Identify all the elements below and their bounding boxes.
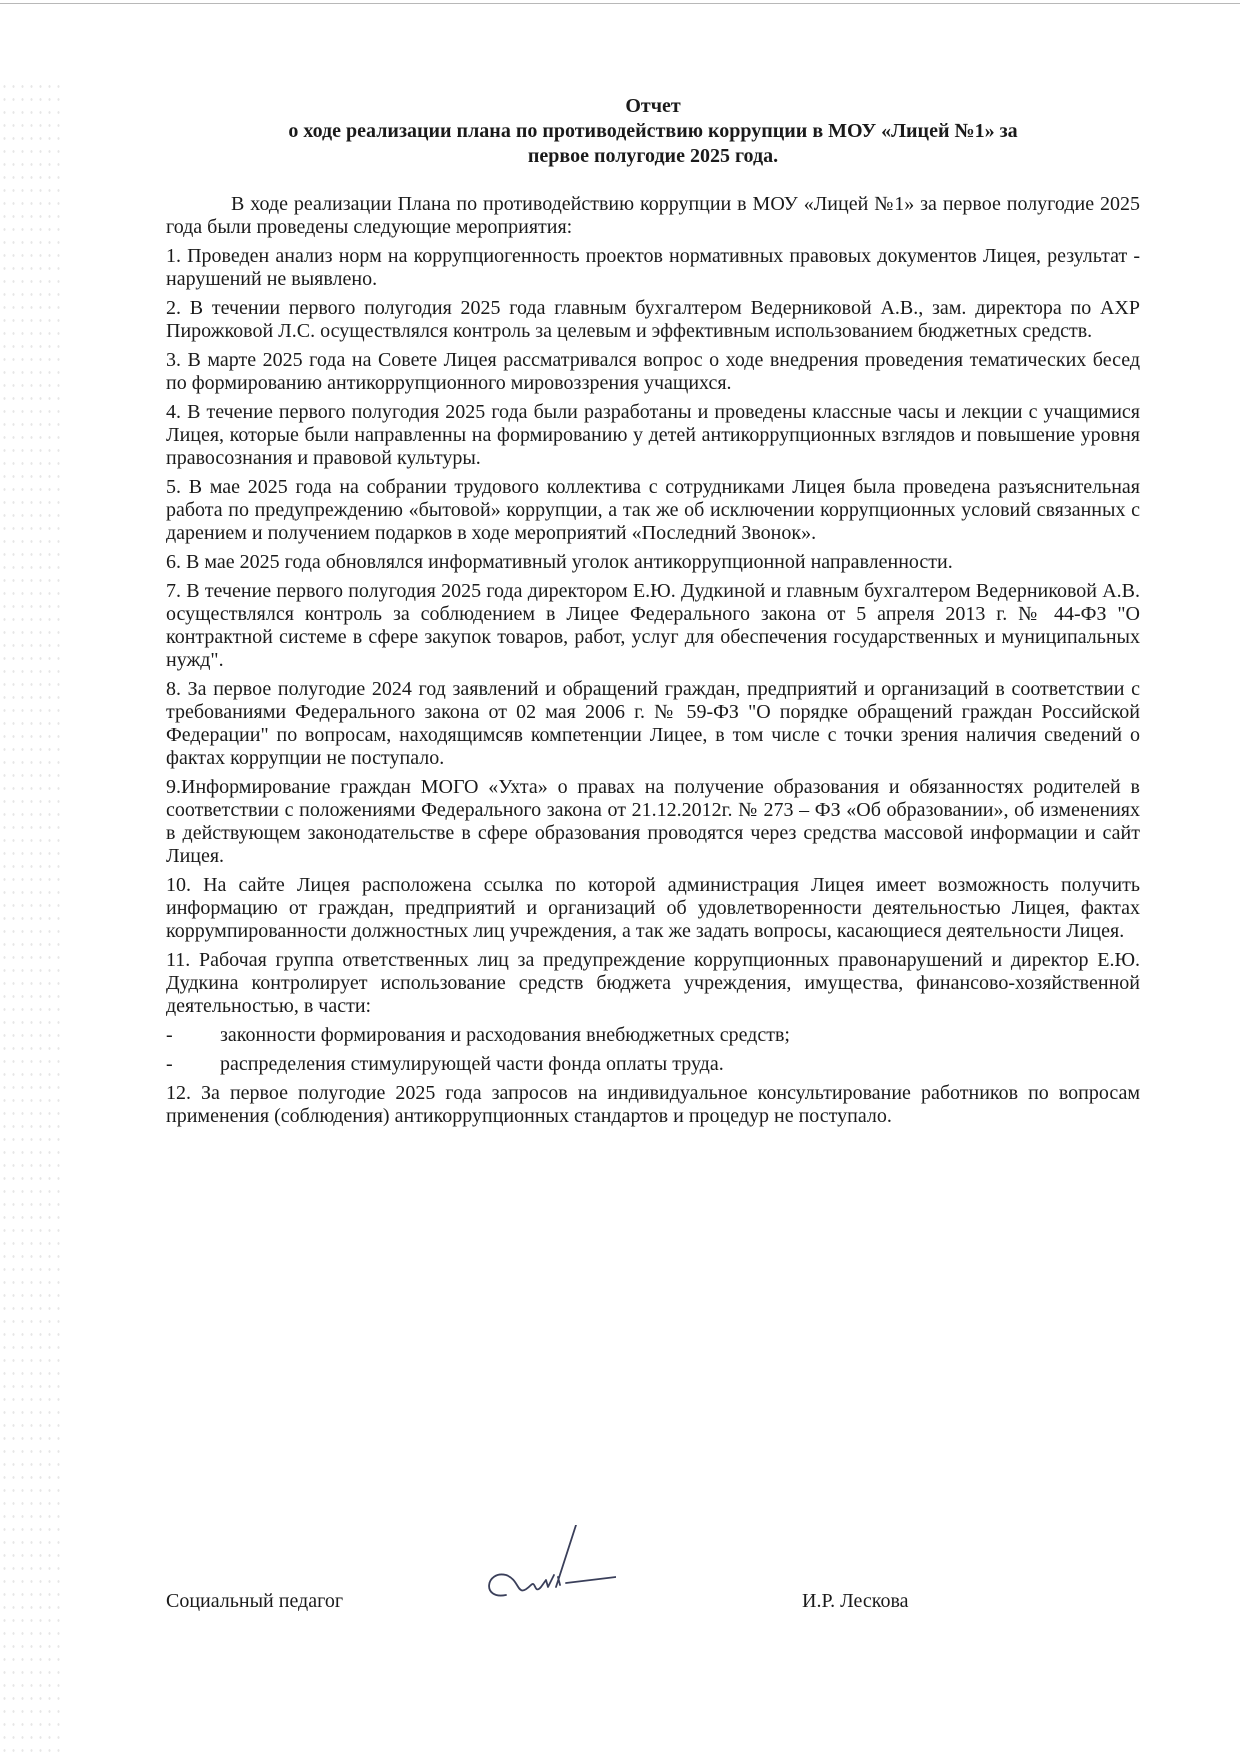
title-line-1: Отчет: [625, 95, 681, 117]
sub-item-text: распределения стимулирующей части фонда оплаты труда.: [220, 1053, 724, 1075]
report-item-1: 1. Проведен анализ норм на коррупциогенность проектов нормативных правовых документов Лицея, результат - нарушений не выявлено.: [166, 245, 1140, 290]
report-item-3: 3. В марте 2025 года на Совете Лицея рассматривался вопрос о ходе внедрения проведения тематических бесед по формированию антикоррупционного мировоззрения учащихся.: [166, 349, 1140, 394]
dash-marker: -: [166, 1024, 173, 1046]
report-item-5: 5. В мае 2025 года на собрании трудового коллектива с сотрудниками Лицея была проведена разъяснительная работа по предупреждению «бытовой» коррупции, а так же об исключении коррупционных условий связанных с дарением и получением подарков в ходе мероприятий «Последний Звонок».: [166, 476, 1140, 544]
sub-item-2: [166, 1053, 1140, 1076]
report-item-4: 4. В течение первого полугодия 2025 года были разработаны и проведены классные часы и лекции с учащимися Лицея, которые были направленны на формированию у детей антикоррупционных взглядов и повышение уровня правосознания и правовой культуры.: [166, 401, 1140, 469]
dash-marker: -: [166, 1053, 173, 1075]
report-item-10: 10. На сайте Лицея расположена ссылка по которой администрация Лицея имеет возможность получить информацию от граждан, предприятий и организаций об удовлетворенности деятельностью Лицея, фактах коррумпированности должностных лиц учреждения, а так же задать вопросы, касающиеся деятельности Лицея.: [166, 874, 1140, 942]
scan-margin-noise: [0, 80, 60, 1754]
document-page: [166, 94, 1140, 1134]
signatory-name: И.Р. Лескова: [802, 1590, 909, 1612]
scan-edge-line: [0, 3, 1240, 4]
intro-paragraph: В ходе реализации Плана по противодействию коррупции в МОУ «Лицей №1» за первое полугодие 2025 года были проведены следующие мероприятия:: [166, 193, 1140, 238]
sub-item-text: законности формирования и расходования внебюджетных средств;: [220, 1024, 790, 1046]
report-item-9: 9.Информирование граждан МОГО «Ухта» о правах на получение образования и обязанностях родителей в соответствии с положениями Федерального закона от 21.12.2012г. № 273 – ФЗ «Об образовании», об изменениях в действующем законодательстве в сфере образования проводятся через средства массовой информации и сайт Лицея.: [166, 776, 1140, 867]
signatory-role: Социальный педагог: [166, 1590, 344, 1612]
sub-item-1: [166, 1024, 1140, 1047]
report-item-7: 7. В течение первого полугодия 2025 года директором Е.Ю. Дудкиной и главным бухгалтером Ведерниковой А.В. осуществлялся контроль за соблюдением в Лицее Федерального закона от 5 апреля 2013 г. № 44-ФЗ "О контрактной системе в сфере закупок товаров, работ, услуг для обеспечения государственных и муниципальных нужд".: [166, 580, 1140, 671]
document-title: [166, 94, 1140, 169]
report-item-8: 8. За первое полугодие 2024 год заявлений и обращений граждан, предприятий и организаций в соответствии с требованиями Федерального закона от 02 мая 2006 г. № 59-ФЗ "О порядке обращений граждан Российской Федерации" по вопросам, находящимсяв компетенции Лицее, в том числе с точки зрения наличия сведений о фактах коррупции не поступало.: [166, 678, 1140, 769]
handwritten-signature: [476, 1525, 616, 1615]
report-item-11: 11. Рабочая группа ответственных лиц за предупреждение коррупционных правонарушений и директор Е.Ю. Дудкина контролирует использование средств бюджета учреждения, имущества, финансово-хозяйственной деятельностью, в части:: [166, 949, 1140, 1017]
report-item-12: 12. За первое полугодие 2025 года запросов на индивидуальное консультирование работников по вопросам применения (соблюдения) антикоррупционных стандартов и процедур не поступало.: [166, 1082, 1140, 1127]
signature-row: [166, 1570, 1140, 1630]
title-line-3: первое полугодие 2025 года.: [527, 145, 779, 167]
report-item-6: 6. В мае 2025 года обновлялся информативный уголок антикоррупционной направленности.: [166, 551, 953, 573]
report-item-2: 2. В течении первого полугодия 2025 года главным бухгалтером Ведерниковой А.В., зам. директора по АХР Пирожковой Л.С. осуществлялся контроль за целевым и эффективным использованием бюджетных средств.: [166, 297, 1140, 342]
title-line-2: о ходе реализации плана по противодействию коррупции в МОУ «Лицей №1» за: [288, 120, 1018, 142]
